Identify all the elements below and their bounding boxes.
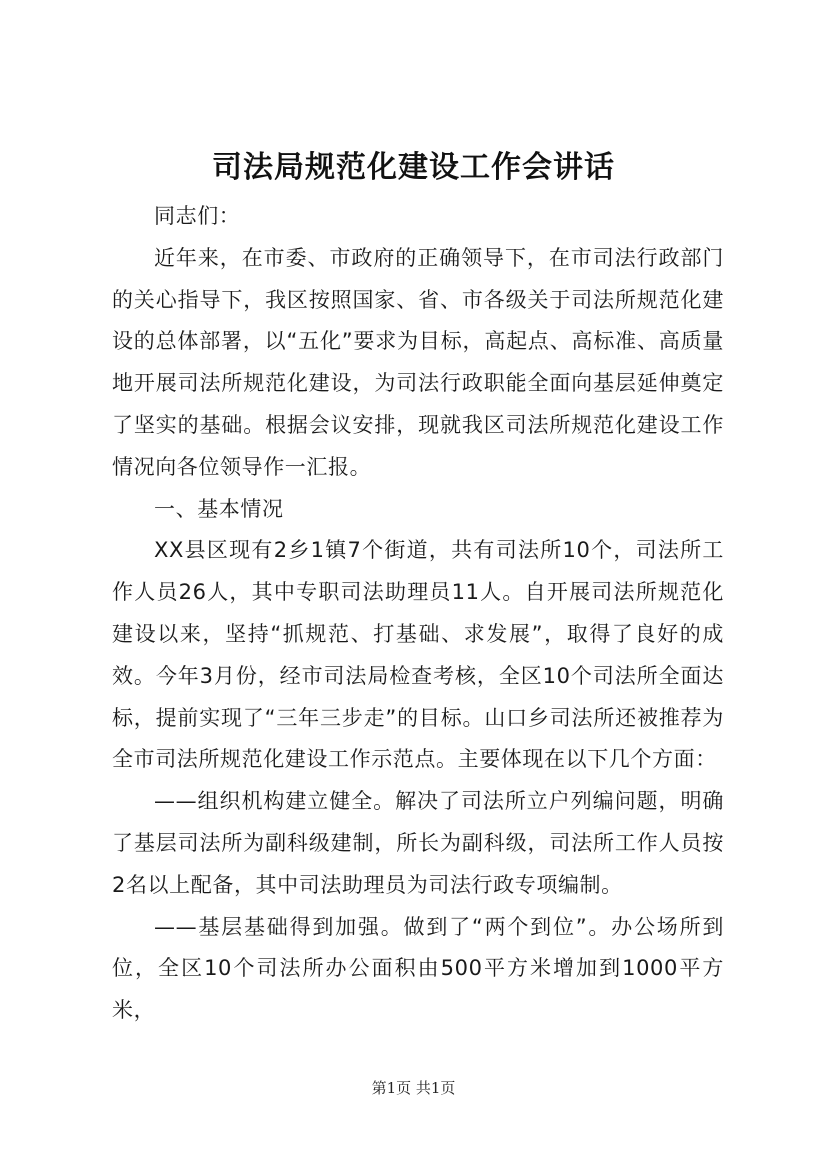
paragraph-basic-situation: XX县区现有2乡1镇7个街道，共有司法所10个，司法所工作人员26人，其中专职司法助理员11人。自开展司法所规范化建设以来，坚持“抓规范、打基础、求发展”，取得了良好的成效。今年3月份，经市司法局检查考核，全区10个司法所全面达标，提前实现了“三年三步走”的目标。山口乡司法所还被推荐为全市司法所规范化建设工作示范点。主要体现在以下几个方面： bbox=[112, 538, 724, 772]
paragraph-foundation: ——基层基础得到加强。做到了“两个到位”。办公场所到位，全区10个司法所办公面积由500平方米增加到1000平方米， bbox=[112, 914, 724, 1023]
paragraph-organization: ——组织机构建立健全。解决了司法所立户列编问题，明确了基层司法所为副科级建制，所长为副科级，司法所工作人员按2名以上配备，其中司法助理员为司法行政专项编制。 bbox=[112, 789, 724, 897]
paragraph-intro: 近年来，在市委、市政府的正确领导下，在市司法行政部门的关心指导下，我区按照国家、省、市各级关于司法所规范化建设的总体部署，以“五化”要求为目标，高起点、高标准、高质量地开展司法所规范化建设，为司法行政职能全面向基层延伸奠定了坚实的基础。根据会议安排，现就我区司法所规范化建设工作情况向各位领导作一汇报。 bbox=[112, 245, 724, 479]
section-heading-basic-situation: 一、基本情况 bbox=[154, 496, 284, 521]
document-title: 司法局规范化建设工作会讲话 bbox=[212, 150, 615, 185]
paragraph-salutation: 同志们： bbox=[154, 204, 241, 228]
document-body bbox=[112, 196, 724, 1032]
page-footer: 第1页 共1页 bbox=[371, 1079, 456, 1097]
